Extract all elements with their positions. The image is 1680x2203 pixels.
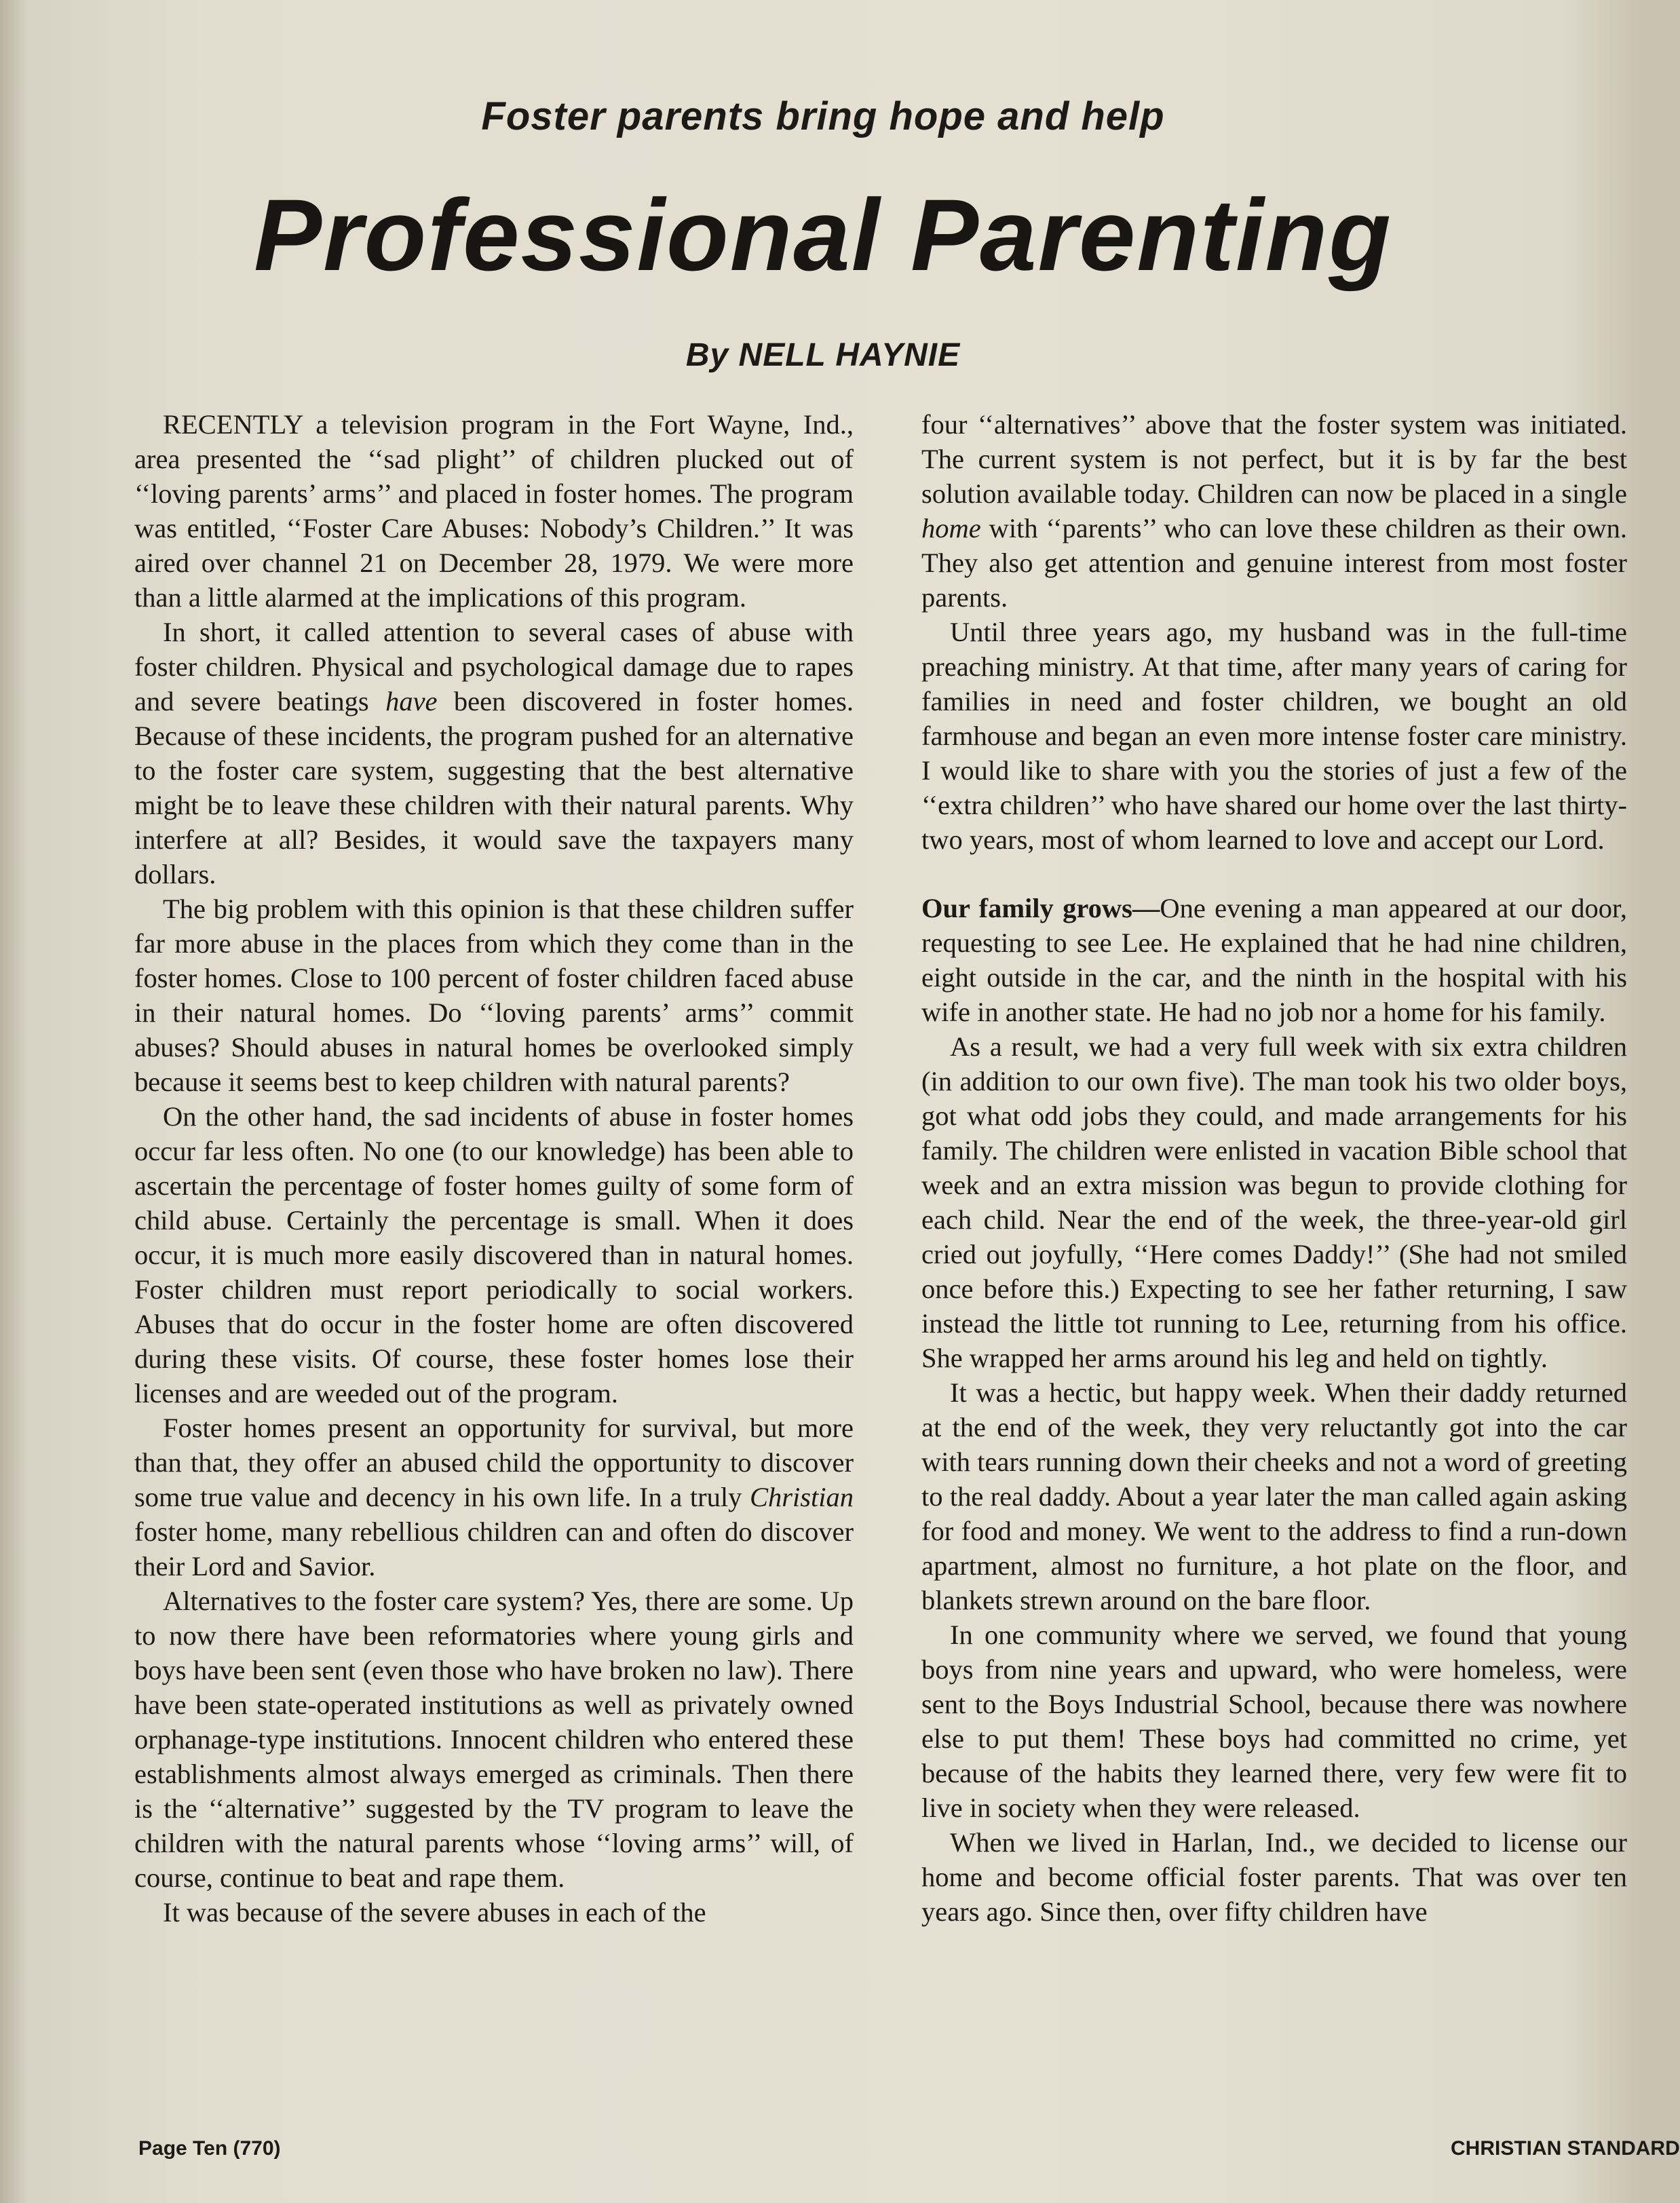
section-heading: Our family grows—	[921, 893, 1160, 923]
publication-name: CHRISTIAN STANDARD	[1451, 2137, 1680, 2160]
paragraph: In short, it called attention to several cases of abuse with foster children. Physical and psychological damage due to rapes and severe beatings have been discovered in foster homes. Because of these incidents, the program pushed for an alternative to the foster care system, suggesting that the best alternative might be to leave these children with their natural parents. Why interfere at all? Besides, it would save the taxpayers many dollars.	[134, 617, 854, 889]
paragraph: As a result, we had a very full week with six extra children (in addition to our own five). The man took his two older boys, got what odd jobs they could, and made arrangements for his family. The children were enlisted in vacation Bible school that week and an extra mission was begun to provide clothing for each child. Near the end of the week, the three-year-old girl cried out joyfully, ‘‘Here comes Daddy!’’ (She had not smiled once before this.) Expecting to see her father returning, I saw instead the little tot running to Lee, returning from his office. She wrapped her arms around his leg and held on tightly.	[921, 1031, 1627, 1373]
paragraph: four ‘‘alternatives’’ above that the foster system was initiated. The current system is not perfect, but it is by far the best solution available today. Children can now be placed in a single home with ‘‘parents’’ who can love these children as their own. They also get attention and genuine interest from most foster parents.	[921, 409, 1627, 613]
paragraph: It was a hectic, but happy week. When their daddy returned at the end of the week, they very reluctantly got into the car with tears running down their cheeks and not a word of greeting to the real daddy. About a year later the man called again asking for food and money. We went to the address to find a run-down apartment, almost no furniture, a hot plate on the floor, and blankets strewn around on the bare floor.	[921, 1377, 1627, 1615]
section-paragraph: Our family grows—One evening a man appeared at our door, requesting to see Lee. He explained that he had nine children, eight outside in the car, and the ninth in the hospital with his wife in another state. He had no job nor a home for his family.	[921, 893, 1627, 1027]
paragraph: Until three years ago, my husband was in the full-time preaching ministry. At that time, after many years of caring for families in need and foster children, we bought an old farmhouse and began an even more intense foster care ministry. I would like to share with you the stories of just a few of the ‘‘extra children’’ who have shared our home over the last thirty-two years, most of whom learned to love and accept our Lord.	[921, 617, 1627, 855]
page-number: Page Ten (770)	[138, 2137, 281, 2160]
article-kicker: Foster parents bring hope and help	[481, 94, 1165, 138]
paragraph: Alternatives to the foster care system? Yes, there are some. Up to now there have been reformatories where young girls and boys have been sent (even those who have broken no law). There have been state-operated institutions as well as privately owned orphanage-type institutions. Innocent children who entered these establishments almost always emerged as criminals. Then there is the ‘‘alternative’’ suggested by the TV program to leave the children with the natural parents whose ‘‘loving arms’’ will, of course, continue to beat and rape them.	[134, 1586, 854, 1893]
article-title: Professional Parenting	[254, 178, 1392, 292]
right-column	[921, 407, 1627, 1929]
paragraph: In one community where we served, we found that young boys from nine years and upward, who were homeless, were sent to the Boys Industrial School, because there was nowhere else to put them! These boys had committed no crime, yet because of the habits they learned there, very few were fit to live in society when they were released.	[921, 1620, 1627, 1823]
paragraph: It was because of the severe abuses in each of the	[163, 1897, 706, 1928]
paragraph: When we lived in Harlan, Ind., we decided to license our home and become official foster parents. That was over ten years ago. Since then, over fifty children have	[921, 1827, 1627, 1927]
paragraph: RECENTLY a television program in the Fort Wayne, Ind., area presented the ‘‘sad plight’’ of children plucked out of ‘‘loving parents’ arms’’ and placed in foster homes. The program was entitled, ‘‘Foster Care Abuses: Nobody’s Children.’’ It was aired over channel 21 on December 28, 1979. We were more than a little alarmed at the implications of this program.	[134, 409, 854, 613]
left-column	[134, 407, 854, 1930]
paragraph: The big problem with this opinion is that these children suffer far more abuse in the places from which they come than in the foster homes. Close to 100 percent of foster children faced abuse in their natural homes. Do ‘‘loving parents’ arms’’ commit abuses? Should abuses in natural homes be overlooked simply because it seems best to keep children with natural parents?	[134, 894, 854, 1097]
article-byline: By NELL HAYNIE	[685, 337, 961, 373]
paragraph: Foster homes present an opportunity for survival, but more than that, they offer an abused child the opportunity to discover some true value and decency in his own life. In a truly Christian foster home, many rebellious children can and often do discover their Lord and Savior.	[134, 1413, 854, 1582]
paragraph: On the other hand, the sad incidents of abuse in foster homes occur far less often. No one (to our knowledge) has been able to ascertain the percentage of foster homes guilty of some form of child abuse. Certainly the percentage is small. When it does occur, it is much more easily discovered than in natural homes. Foster children must report periodically to social workers. Abuses that do occur in the foster home are often discovered during these visits. Of course, these foster homes lose their licenses and are weeded out of the program.	[134, 1101, 854, 1409]
